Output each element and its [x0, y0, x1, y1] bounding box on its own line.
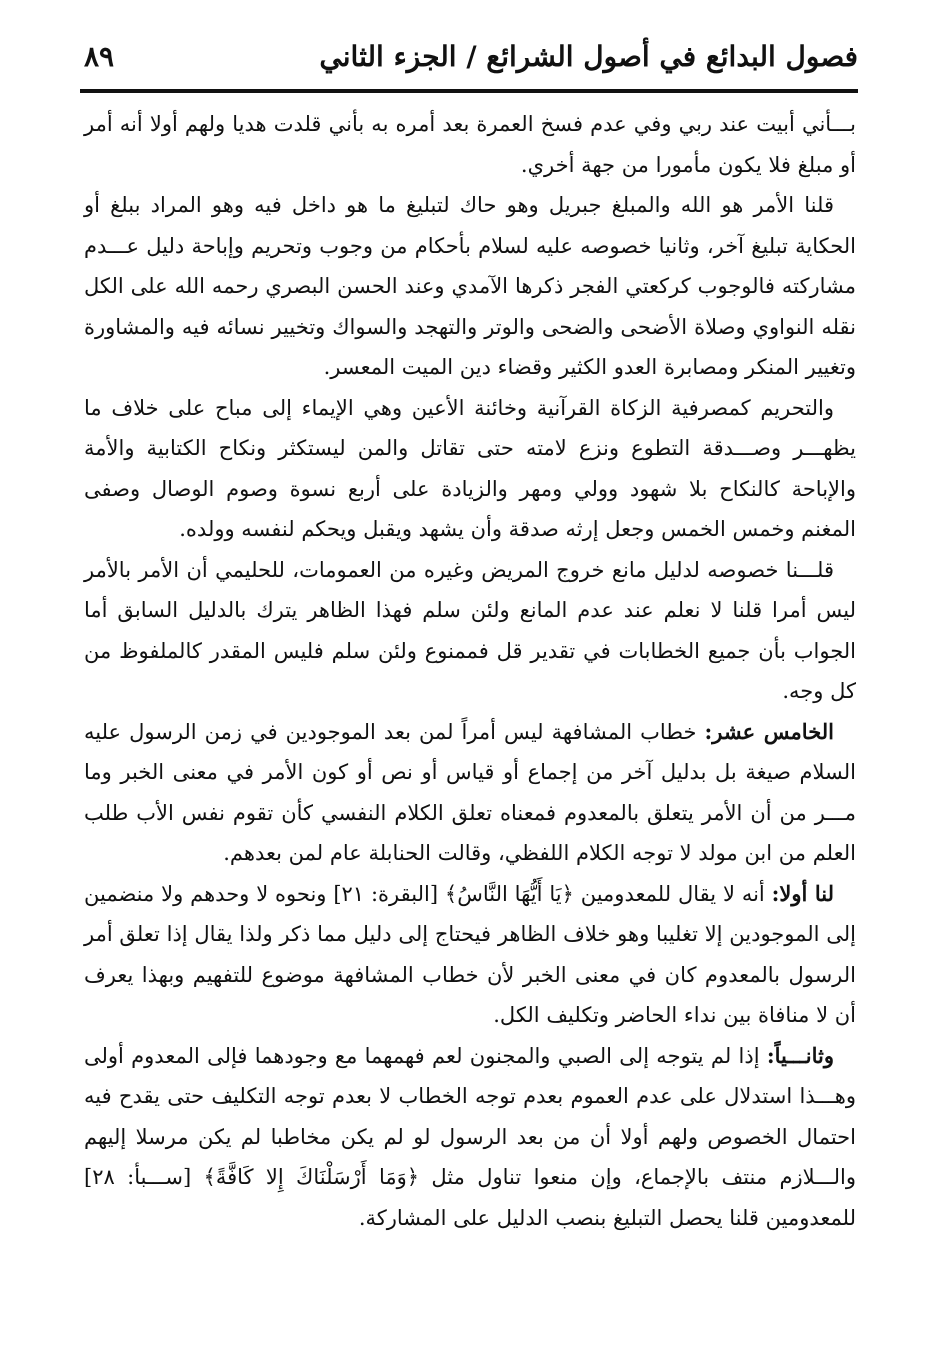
paragraph-text: قلـــنا خصوصه لدليل مانع خروج المريض وغيره من العمومات، للحليمي أن الأمر بالأمر ليس أمرا قلنا لا نعلم عند عدم المانع ولئن سلم فهذا الظاهر يترك بالدليل السابق أما الجواب بأن جميع الخطابات في تقدير قل فممنوع ولئن سلم فليس المقدر كالملفوظ من كل وجه. [84, 557, 856, 703]
paragraph-lead: وثانـــياً: [766, 1042, 834, 1068]
paragraph [84, 185, 856, 388]
paragraph [84, 388, 856, 550]
paragraph [84, 550, 856, 712]
page-header [80, 28, 858, 86]
paragraph [84, 712, 856, 874]
running-title: فصول البدائع في أصول الشرائع / الجزء الثاني [319, 40, 858, 73]
paragraph-text: خطاب المشافهة ليس أمراً لمن بعد الموجودين في زمن الرسول عليه السلام صيغة بل بدليل آخر من إجماع أو قياس أو نص أو كون الأمر في معنى الخبر وما مـــر من أن الأمر يتعلق بالمعدوم فمعناه تعلق الكلام النفسي كأن تقوم نفس الأب طلب العلم من ابن مولد لا توجه الكلام اللفظي، وقالت الحنابلة عام لمن بعدهم. [84, 719, 856, 865]
paragraph [84, 104, 856, 185]
paragraph [84, 874, 856, 1036]
paragraph-text: بـــأني أبيت عند ربي وفي عدم فسخ العمرة بعد أمره به بأني قلدت هديا ولهم أولا أنه أمر أو مبلغ فلا يكون مأمورا من جهة أخري. [84, 112, 856, 177]
paragraph-text: أنه لا يقال للمعدومين ﴿يَا أَيُّهَا النَّاسُ﴾ [البقرة: ٢١] ونحوه لا وحدهم ولا منضمين إلى الموجودين إلا تغليبا وهو خلاف الظاهر فيحتاج إلى دليل مما ذكر ولذا يقال إذا تعلق أمر الرسول بالمعدوم كان في معنى الخبر لأن خطاب المشافهة موضوع للتفهيم وبهذا يعرف أن لا منافاة بين نداء الحاضر وتكليف الكل. [84, 881, 856, 1027]
paragraph [84, 1036, 856, 1239]
header-divider [80, 89, 858, 93]
page-body [84, 104, 856, 1238]
paragraph-text: إذا لم يتوجه إلى الصبي والمجنون لعم فهمهما مع وجودهما فإلى المعدوم أولى وهـــذا استدلال على عدم العموم بعدم توجه الخطاب لا بعدم توجه التكليف حتى يقدح فيه احتمال الخصوص ولهم أولا أن من بعد الرسول لو لم يكن مخاطبا لم يكن مرسلا إليهم والـــلازم منتف بالإجماع، وإن منعوا تناول مثل ﴿وَمَا أَرْسَلْنَاكَ إِلا كَافَّةً﴾ [ســـبأ: ٢٨] للمعدومين قلنا يحصل التبليغ بنصب الدليل على المشاركة. [84, 1043, 856, 1230]
paragraph-text: قلنا الأمر هو الله والمبلغ جبريل وهو حاك لتبليغ ما هو داخل فيه وهو المراد ببلغ أو الحكاية تبليغ آخر، وثانيا خصوصه عليه لسلام بأحكام من وجوب وتحريم وإباحة دليل عـــدم مشاركته فالوجوب كركعتي الفجر ذكرها الآمدي وعند الحسن البصري رحمه الله على الكل نقله النواوي وصلاة الأضحى والضحى والوتر والتهجد والسواك وتخيير نسائه فيه والمشاورة وتغيير المنكر ومصابرة العدو الكثير وقضاء دين الميت المعسر. [84, 193, 856, 379]
page-number: ٨٩ [84, 40, 115, 73]
paragraph-text: والتحريم كمصرفية الزكاة القرآنية وخائنة الأعين وهي الإيماء إلى مباح على خلاف ما يظهـــر وصـــدقة التطوع ونزع لامته حتى تقاتل والمن ليستكثر ونكاح الكتابية والأمة والإباحة كالنكاح بلا شهود وولي ومهر والزيادة على أربع نسوة وصوم الوصال وصفى المغنم وخمس الخمس وجعل إرثه صدقة وأن يشهد ويقبل ويحكم لنفسه وولده. [84, 395, 856, 541]
paragraph-lead: لنا أولا: [771, 880, 834, 906]
paragraph-lead: الخامس عشر: [704, 718, 834, 744]
